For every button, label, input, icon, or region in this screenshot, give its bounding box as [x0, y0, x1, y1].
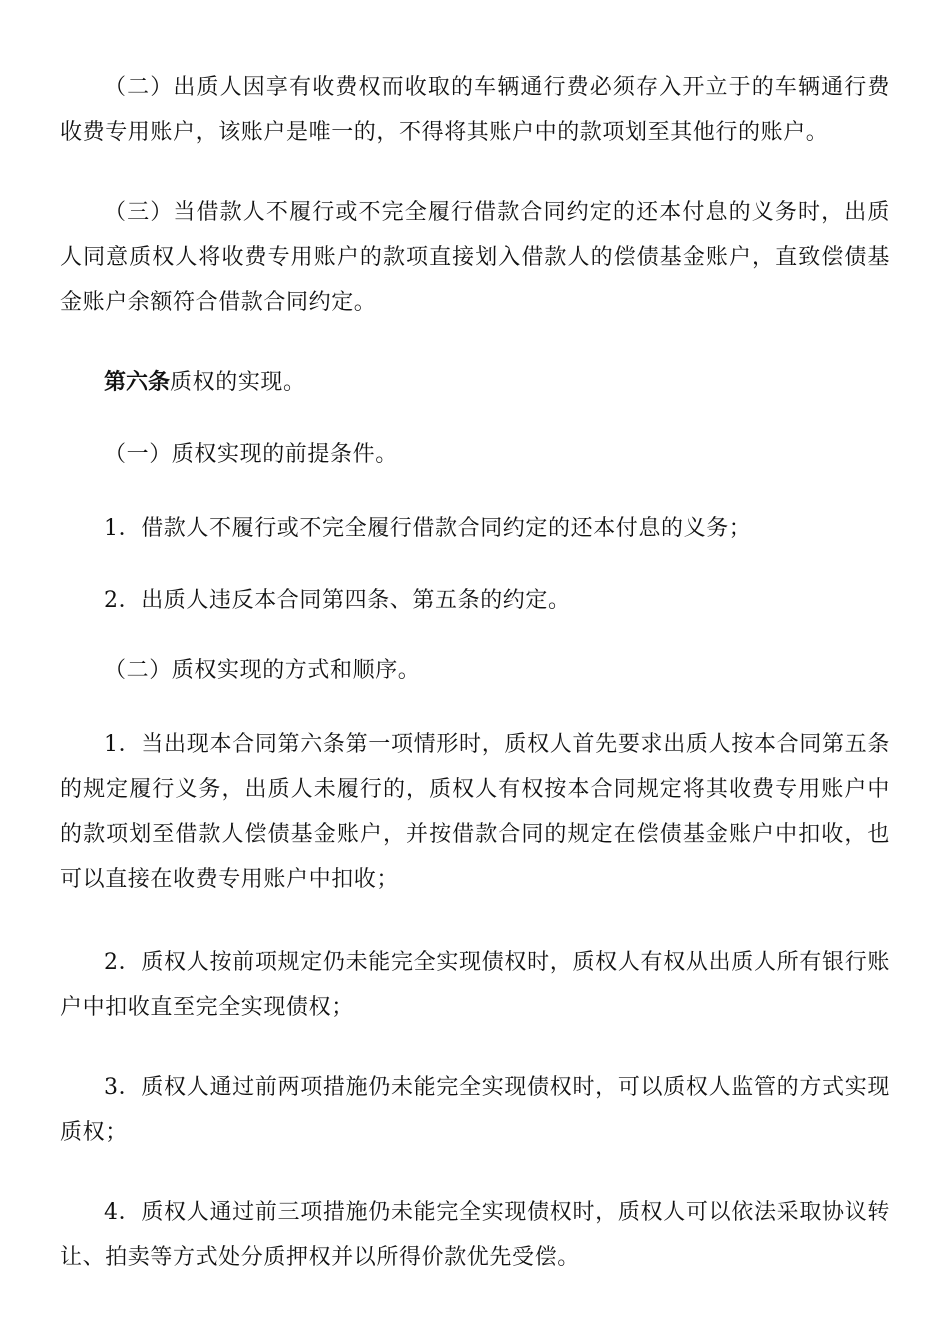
paragraph-text: 2．质权人按前项规定仍未能完全实现债权时，质权人有权从出质人所有银行账户中扣收直至完全实现债权；	[60, 950, 890, 1020]
paragraph-method-1	[60, 722, 890, 902]
paragraph-section5-item3	[60, 190, 890, 325]
paragraph-text: 3．质权人通过前两项措施仍未能完全实现债权时，可以质权人监管的方式实现质权；	[60, 1075, 890, 1145]
paragraph-text: （三）当借款人不履行或不完全履行借款合同约定的还本付息的义务时，出质人同意质权人将收费专用账户的款项直接划入借款人的偿债基金账户，直致偿债基金账户余额符合借款合同约定。	[60, 200, 890, 315]
paragraph-section5-item2	[60, 65, 890, 155]
paragraph-text: （二）出质人因享有收费权而收取的车辆通行费必须存入开立于的车辆通行费收费专用账户，该账户是唯一的，不得将其账户中的款项划至其他行的账户。	[60, 75, 890, 145]
paragraph-method-4	[60, 1190, 890, 1280]
paragraph-text: 1．当出现本合同第六条第一项情形时，质权人首先要求出质人按本合同第五条的规定履行义务，出质人未履行的，质权人有权按本合同规定将其收费专用账户中的款项划至借款人偿债基金账户，并按借款合同的规定在偿债基金账户中扣收，也可以直接在收费专用账户中扣收；	[60, 732, 890, 892]
article-six-title	[60, 360, 890, 405]
paragraph-text: （一）质权实现的前提条件。	[104, 442, 398, 467]
article-title-text: 质权的实现。	[170, 370, 306, 395]
paragraph-method-3	[60, 1065, 890, 1155]
paragraph-method-2	[60, 940, 890, 1030]
article-heading: 第六条	[104, 370, 171, 395]
paragraph-text: 1．借款人不履行或不完全履行借款合同约定的还本付息的义务；	[104, 516, 752, 541]
paragraph-article6-item2	[60, 648, 890, 693]
paragraph-article6-item1	[60, 432, 890, 477]
paragraph-text: 4．质权人通过前三项措施仍未能完全实现债权时，质权人可以依法采取协议转让、拍卖等方式处分质押权并以所得价款优先受偿。	[60, 1200, 890, 1270]
paragraph-condition-2	[60, 578, 890, 623]
paragraph-condition-1	[60, 506, 890, 551]
paragraph-text: （二）质权实现的方式和顺序。	[104, 658, 421, 683]
paragraph-text: 2．出质人违反本合同第四条、第五条的约定。	[104, 588, 571, 613]
